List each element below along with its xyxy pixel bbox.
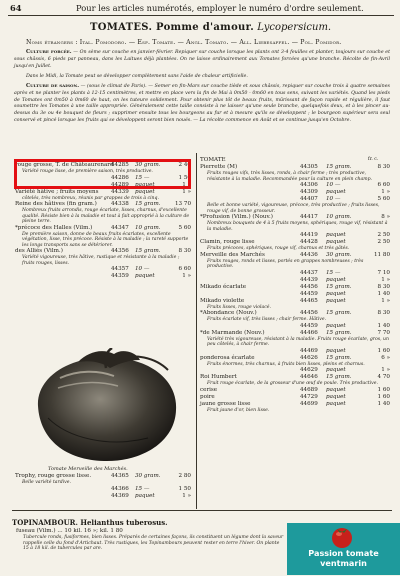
- price-entry: [15, 486, 191, 493]
- paragraph-text: Dans le Midi, la Tomate peut se développer complètement sans l'aide de chaleur artificielle.: [26, 74, 248, 79]
- price: 2 40: [178, 162, 191, 168]
- price-entry: [200, 367, 390, 374]
- section-title-latin: Lycopersicum.: [257, 22, 332, 33]
- price-entry: [200, 277, 390, 284]
- price-row: [15, 248, 191, 255]
- price: 1 40: [377, 290, 390, 297]
- variety-description: Fruits rouges vifs, très lisses, ronds, à chair ferme ; très productive, résistante à la maladie. Recommandée pour la culture en plein champ.: [207, 171, 372, 182]
- price-entry: [200, 232, 390, 239]
- order-code: 44699: [300, 400, 318, 407]
- price-entry: [200, 323, 390, 330]
- paragraph-text: — On sème sur couche en janvier-février. Repiquer sur couche lorsque les plants ont 3-4 feuilles et planter, toujours sur couche et sous châssis, 6 pieds par panneau, dans les Laitues déjà plantées. On ne laisse ordinairement aux Tomates forcées qu'une branche. Récolte de fin-Avril jusqu'en Juillet.: [14, 50, 391, 69]
- price-entry: [200, 348, 390, 355]
- price-entry: [15, 473, 191, 486]
- quantity: paquet: [326, 400, 346, 407]
- price: 8 30: [377, 164, 390, 170]
- variety-description: De première saison, donne de beaux fruits écarlates, excellente végétation, lisse, très précoce. Résiste à la maladie ; la rareté supporte les longs transports sans se détériorer.: [22, 231, 189, 248]
- culture-saison-paragraph: [14, 83, 390, 125]
- price-entry: [200, 330, 390, 348]
- variety-name: Mikado violette: [200, 297, 245, 304]
- variety-description: Fruits précoces, sphériques, rouge vif, charnus et très gâtés.: [207, 246, 350, 251]
- price-entry: [15, 248, 191, 266]
- price-row: [200, 291, 390, 298]
- quantity: 30 gram.: [135, 162, 161, 168]
- variety-description: Fruit jaune d'or, bien lisse.: [207, 407, 270, 413]
- paragraph-text: — (sous le climat de Paris). — Semer en fin-Mars sur couche tiède et sous châssis, repiquer sur couche trois à quatre semaines après et ne planter les plants à 12-15 centimètres, et mettre en place vers la fin de Mai à 0m50 - 0m60 en tous sens, suivant les variétés. Quand les pieds de Tomates ont 0m50 à 0m60 de haut, on les tuteure solidement. Pour obtenir plus tôt de beaux fruits, mûrissant de façon rapide et régulière, il faut soumettre les Tomates à une taille appropriée. Généralement cette taille consiste à ne laisser qu'une seule branche, quelquefois deux, et à les pincer au-dessus du 3e ou 4e bouquet de fleurs ; supprimer ensuite tous les bourgeons au fur et à mesure qu'ils se développent ; le bourgeon supérieur sera seul conservé et pincé lorsque les fruits qui se développent seront bien noués. — La récolte commence en Août et se continue jusqu'en Octobre.: [14, 84, 390, 123]
- order-code: 44646: [300, 374, 318, 380]
- price-row: [15, 493, 191, 500]
- price: 1 »: [182, 492, 191, 499]
- quantity: 15 —: [135, 174, 150, 181]
- quantity: paquet: [326, 276, 346, 283]
- price-row: [200, 164, 390, 171]
- highlight-box: [14, 159, 191, 189]
- price: 1 »: [182, 273, 191, 279]
- variety-name: cerise: [200, 386, 218, 393]
- variety-name: Mikado écarlate: [200, 283, 247, 290]
- price: 11 80: [373, 251, 390, 258]
- price: 2 50: [377, 239, 390, 245]
- section-title: [90, 22, 331, 33]
- price-entry: [200, 239, 390, 252]
- price: 8 30: [178, 248, 191, 254]
- price-row: [200, 330, 390, 337]
- ad-text: [287, 548, 400, 568]
- price-entry: [200, 374, 390, 387]
- price-unit-label: fr. c.: [368, 157, 379, 162]
- price-row: [15, 266, 191, 273]
- tomato-illustration: [18, 348, 188, 464]
- order-code: 44366: [111, 485, 129, 492]
- variety-name: Roi Humbert: [200, 374, 237, 380]
- section-rule: [12, 510, 392, 511]
- price-row: [15, 189, 191, 196]
- quantity: paquet: [326, 367, 346, 373]
- quantity: paquet: [135, 273, 155, 279]
- price-row: [200, 232, 390, 239]
- price-row: [200, 323, 390, 330]
- foreign-names: [26, 39, 341, 46]
- quantity: paquet: [326, 386, 346, 393]
- quantity: 15 gram.: [326, 354, 352, 361]
- quantity: 15 gram.: [326, 283, 352, 290]
- section-title-main: TOMATES. Pomme d'amour.: [90, 22, 255, 33]
- midi-paragraph: [14, 74, 390, 81]
- price-entry: [200, 310, 390, 323]
- price-row: [15, 225, 191, 232]
- quantity: paquet: [326, 232, 346, 238]
- variety-name: Clamin, rouge lisse: [200, 239, 255, 245]
- price: 7 70: [377, 329, 390, 336]
- price-row: [15, 473, 191, 480]
- variety-name: ponderosa écarlate: [200, 354, 255, 361]
- price: 6 60: [377, 182, 390, 188]
- quantity: paquet: [326, 322, 346, 329]
- quantity: paquet: [326, 347, 346, 354]
- variety-name: rouge grosse, T. de Châteaurenard: [15, 162, 114, 168]
- variety-name: Pierrette (M): [200, 164, 238, 170]
- tomato-engraving-icon: [18, 348, 188, 464]
- order-code: 44417: [300, 214, 318, 220]
- order-code: 44305: [300, 164, 318, 170]
- price-entry: [200, 394, 390, 401]
- left-price-column-bottom: [15, 473, 191, 500]
- price: 1 50: [178, 174, 191, 181]
- tomato-caption: Tomate Merveille des Marchés.: [48, 466, 128, 472]
- price: 1 60: [377, 393, 390, 400]
- quantity: 30 gram.: [135, 473, 161, 479]
- variety-name: *précoce des Halles (Vilm.): [15, 224, 93, 231]
- variety-name: Merveille des Marchés: [200, 251, 265, 258]
- order-code: 44459: [300, 322, 318, 329]
- variety-name: Variété hâtive ; fruits moyens: [15, 188, 99, 195]
- price-row: [200, 298, 390, 305]
- topinambour-entry: [16, 528, 286, 552]
- topinambour-row-text: fuseau (Vilm.) ... 10 kil. 16 »; kil. 1 80: [16, 528, 123, 534]
- price-entry: [200, 387, 390, 394]
- price-row: [200, 252, 390, 259]
- order-code: 44437: [300, 269, 318, 276]
- price-entry: [200, 355, 390, 368]
- price: 1 »: [381, 276, 390, 283]
- price: 4 70: [377, 374, 390, 380]
- price: 8 30: [377, 310, 390, 316]
- order-code: 44729: [300, 393, 318, 400]
- price-row: [200, 348, 390, 355]
- price-entry: [200, 196, 390, 214]
- order-code: 44365: [111, 473, 129, 479]
- price-row: [200, 367, 390, 374]
- price-entry: [200, 284, 390, 291]
- price-entry: [15, 273, 191, 280]
- order-code: 44626: [300, 354, 318, 361]
- price: 1 40: [377, 322, 390, 329]
- variety-description: Nombreux fruits arrondis, rouge écarlate, lisses, charnus, d'excellente qualité. Résiste bien à la maladie et tout à fait approprié à la culture de pleine terre.: [22, 208, 190, 224]
- variety-description: Belle variété tardive.: [22, 480, 71, 485]
- quantity: 15 gram.: [135, 201, 161, 207]
- paragraph-lead: Culture de saison.: [26, 83, 79, 89]
- quantity: 10 gram.: [135, 224, 161, 231]
- variety-description: Belle et bonne variété, vigoureuse, précoce, très productive ; fruits lisses, rouge vif, de bonne grosseur.: [207, 203, 380, 214]
- quantity: 15 —: [135, 485, 150, 492]
- variety-description: Fruits écarlate vif, très lisses ; chair ferme. Hâtive.: [207, 317, 327, 322]
- price-entry: [200, 252, 390, 270]
- column-divider: [196, 153, 197, 509]
- price: 5 60: [178, 224, 191, 231]
- order-code: 44286: [111, 174, 129, 181]
- order-code: 44689: [300, 386, 318, 393]
- variety-name: poire: [200, 393, 215, 400]
- quantity: 15 gram.: [326, 329, 352, 336]
- variety-name: Trophy, rouge grosse lisse.: [15, 473, 92, 479]
- quantity: paquet: [326, 297, 346, 304]
- price-row: [200, 401, 390, 408]
- order-code: 44285: [111, 162, 129, 168]
- price-row: [200, 310, 390, 317]
- price: 1 40: [377, 400, 390, 407]
- variety-description: Variété très vigoureuse, résistant à la maladie. Fruits rouge écarlate, gros, un peu côtelés, à chair ferme.: [207, 336, 389, 347]
- ad-text-line2: ventmarin: [320, 558, 367, 568]
- quantity: 15 gram.: [326, 310, 352, 316]
- quantity: 10 —: [326, 182, 341, 188]
- variety-description: Fruits rouges, ronds et lisses, portés en grappes nombreuses ; très productive.: [207, 258, 364, 269]
- order-code: 44338: [111, 201, 129, 207]
- quantity: 10 —: [135, 266, 150, 272]
- price-row: [200, 394, 390, 401]
- variety-name: Reine des hâtives (fin gram.): [15, 201, 97, 207]
- order-code: 44289: [111, 181, 129, 188]
- quantity: paquet: [326, 189, 346, 195]
- price-entry: [15, 225, 191, 249]
- price-row: [15, 486, 191, 493]
- variety-description: Nombreux bouquets de 4 à 5 fruits moyens, sphériques, rouge vif, résistant à la maladie.: [207, 221, 388, 232]
- price-entry: [200, 189, 390, 196]
- quantity: 10 gram.: [326, 214, 352, 220]
- quantity: 15 gram.: [326, 164, 352, 170]
- price-entry: [200, 182, 390, 189]
- order-code: 44369: [111, 492, 129, 499]
- order-code: 44456: [300, 283, 318, 290]
- price-entry: [200, 214, 390, 232]
- header-rule: [8, 15, 394, 16]
- order-code: 44357: [111, 266, 129, 272]
- price-row: [15, 201, 191, 208]
- price-entry: [200, 401, 390, 414]
- price-row: [200, 189, 390, 196]
- price: 1 »: [381, 189, 390, 195]
- ad-text-line1: Passion tomate: [308, 548, 379, 558]
- quantity: 15 —: [326, 269, 341, 276]
- order-code: 44419: [300, 232, 318, 238]
- order-code: 44428: [300, 239, 318, 245]
- price: 8 »: [381, 214, 390, 220]
- order-code: 44459: [300, 290, 318, 297]
- price-row: [200, 270, 390, 277]
- culture-forcee-paragraph: [14, 49, 390, 70]
- variety-description: Variété vigoureuse, très hâtive, rustique et résistante à la maladie ; fruits rouges, lisses.: [22, 255, 180, 266]
- variety-name: jaune grosse lisse: [200, 400, 251, 407]
- order-code: 44465: [300, 297, 318, 304]
- topinambour-desc: Tubercule ronds, fusiformes, bien lisses. Préparés de certaines façons, ils constituent un légume dont la saveur rappelle celle du fond d'Artichaut. Très rustiques, les Topinambours peuvent rester en terre l'hiver. On plante 15 à 18 kil. de tubercules par are.: [23, 535, 284, 551]
- quantity: 10 —: [326, 196, 341, 202]
- page-number: 64: [10, 3, 22, 13]
- price-row: [15, 273, 191, 280]
- price-entry: [200, 270, 390, 277]
- quantity: paquet: [326, 239, 346, 245]
- order-code: 44339: [111, 188, 129, 195]
- order-code: 44436: [300, 251, 318, 258]
- topinambour-title-text: TOPINAMBOUR. Helianthus tuberosus.: [12, 518, 168, 527]
- price: 1 »: [182, 188, 191, 195]
- variety-description: Fruit rouge écarlate, de la grosseur d'une œuf de poule. Très productive.: [207, 381, 378, 386]
- paragraph-lead: Culture forcée.: [26, 49, 72, 55]
- price: 5 60: [377, 196, 390, 202]
- price: 2 80: [178, 473, 191, 479]
- right-price-column: [200, 164, 390, 413]
- quantity: paquet: [135, 492, 155, 499]
- price-row: [200, 239, 390, 246]
- price-row: [200, 374, 390, 381]
- price-row: [200, 355, 390, 362]
- price: 1 »: [381, 367, 390, 373]
- ad-overlay[interactable]: [287, 523, 400, 575]
- quantity: paquet: [135, 181, 155, 188]
- quantity: 30 gram.: [326, 251, 352, 258]
- price: 1 50: [178, 485, 191, 492]
- price: 1 60: [377, 347, 390, 354]
- price-entry: [15, 189, 191, 202]
- variety-name: *Abondance (Nouv.): [200, 310, 257, 316]
- price: 2 50: [377, 232, 390, 238]
- price-row: [200, 196, 390, 203]
- quantity: 15 gram.: [135, 248, 161, 254]
- order-code: 44309: [300, 189, 318, 195]
- price-entry: [15, 201, 191, 225]
- tomato-photo-icon: [323, 523, 361, 549]
- price: 1 »: [381, 297, 390, 304]
- price: 6 »: [381, 354, 390, 361]
- price-entry: [15, 493, 191, 500]
- order-code: 44356: [111, 248, 129, 254]
- price: 8 30: [377, 283, 390, 290]
- price-row: [200, 182, 390, 189]
- price-entry: [200, 291, 390, 298]
- price-row: [200, 387, 390, 394]
- running-title: Pour les articles numérotés, employer le numéro d'ordre seulement.: [76, 3, 364, 13]
- price-entry: [15, 266, 191, 273]
- price-entry: [200, 298, 390, 311]
- order-code: 44347: [111, 224, 129, 231]
- quantity: 15 gram.: [326, 374, 352, 380]
- variety-name: *Profusion (Vilm.) (Nouv.): [200, 214, 273, 220]
- order-code: 44439: [300, 276, 318, 283]
- price: 1 »: [182, 181, 191, 188]
- price: 7 10: [377, 269, 390, 276]
- quantity: paquet: [135, 188, 155, 195]
- price-row: [200, 214, 390, 221]
- topinambour-row: [16, 528, 286, 535]
- variety-description: Fruits énormes, très charnus, à fruits bien lisses, pleins et charnus.: [207, 361, 365, 367]
- topinambour-title: [12, 518, 168, 527]
- order-code: 44629: [300, 367, 318, 373]
- order-code: 44456: [300, 310, 318, 316]
- variety-description: Variété rouge lisse, de première saison, très productive.: [22, 169, 153, 174]
- variety-name: des Alliés (Vilm.): [15, 248, 63, 254]
- price-entry: [200, 164, 390, 182]
- price-row: [200, 277, 390, 284]
- variety-description: côtelés, très nombreux, réunis par grappes de trois à cinq.: [22, 195, 159, 201]
- price: 6 60: [178, 266, 191, 272]
- order-code: 44306: [300, 182, 318, 188]
- price-row: [200, 284, 390, 291]
- page-header: [10, 3, 395, 15]
- order-code: 44359: [111, 273, 129, 279]
- right-column-title: [200, 157, 390, 163]
- variety-description: Fruits lisses, rouge violacé.: [207, 304, 271, 310]
- order-code: 44407: [300, 196, 318, 202]
- quantity: paquet: [326, 393, 346, 400]
- variety-name: *de Marmande (Nouv.): [200, 329, 265, 336]
- quantity: paquet: [326, 290, 346, 297]
- price: 13 70: [174, 201, 191, 207]
- order-code: 44466: [300, 329, 318, 336]
- price: 1 60: [377, 386, 390, 393]
- right-column-header: TOMATE: [200, 157, 226, 163]
- foreign-names-text: Noms étrangers : Ital. Pomodoro. — Esp. Tomate. — Angl. Tomato. — All. Liebesapfel. — Pol. Pomidor.: [26, 39, 342, 46]
- order-code: 44469: [300, 347, 318, 354]
